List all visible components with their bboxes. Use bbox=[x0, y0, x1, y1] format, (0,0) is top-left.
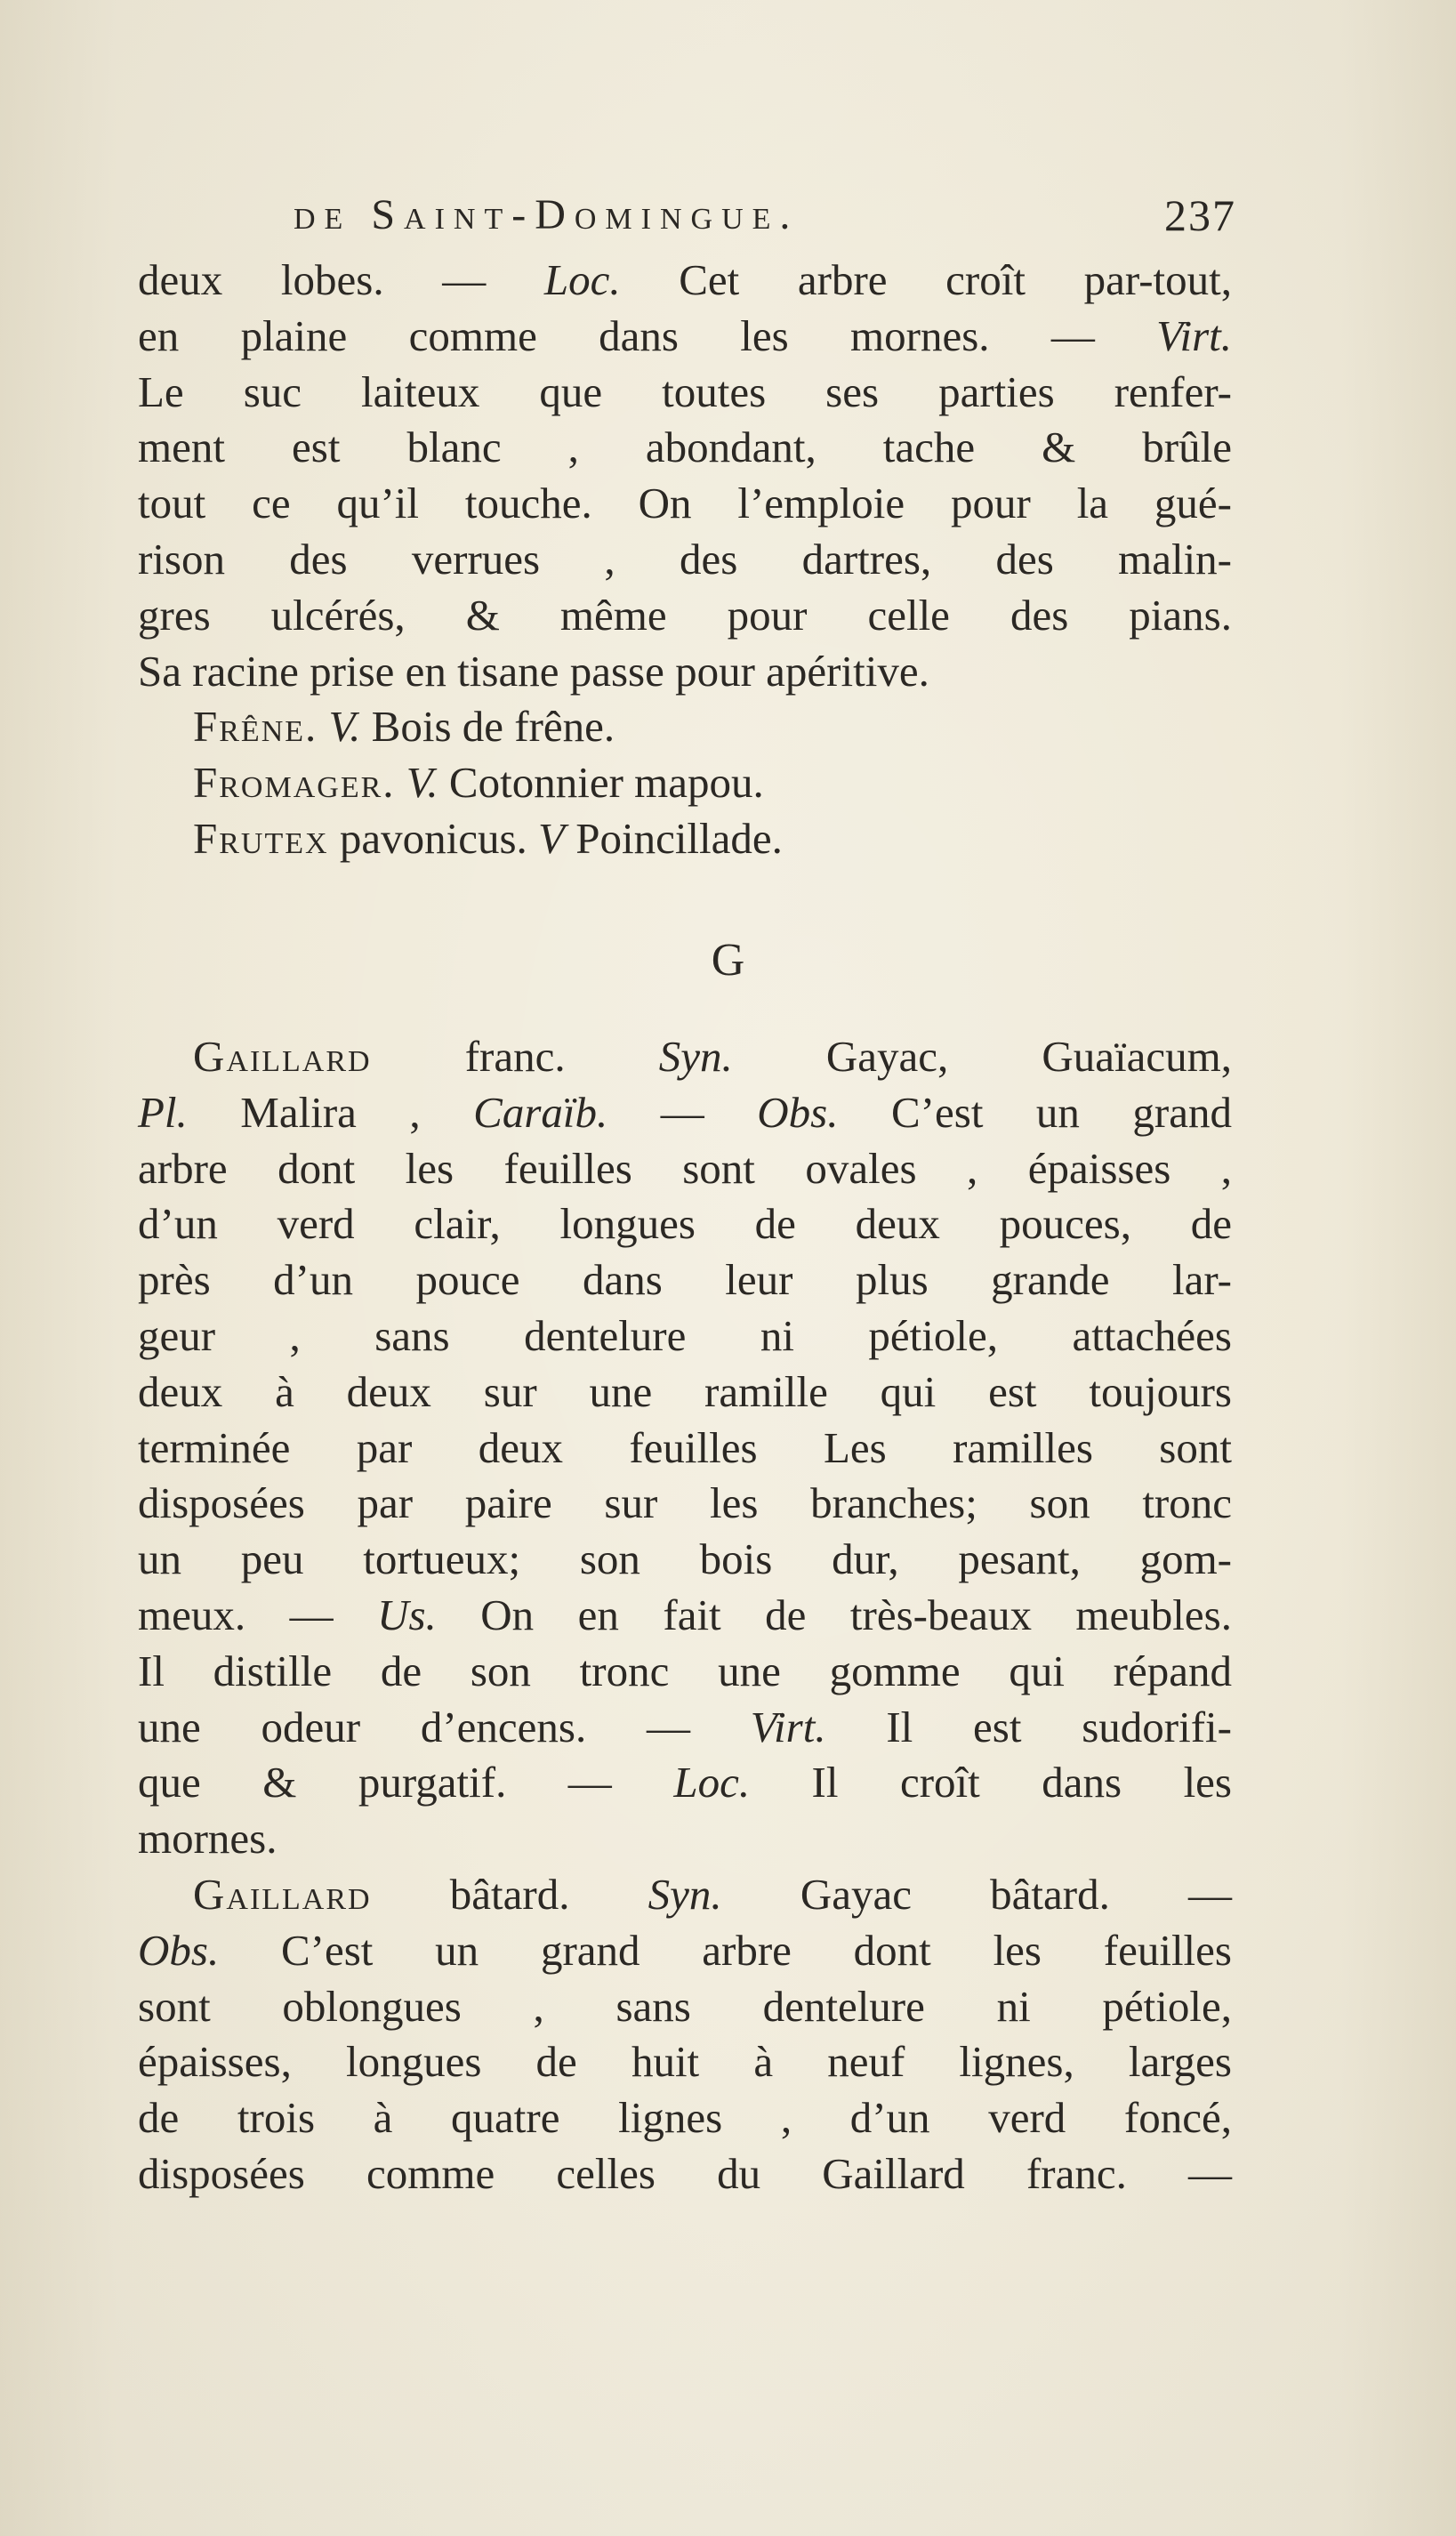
text-segment: bâtard. bbox=[371, 1869, 648, 1919]
text-segment: Sa racine prise en tisane passe pour apéritive. bbox=[138, 646, 929, 696]
text-line bbox=[138, 1421, 1232, 1477]
text-line bbox=[138, 1029, 1232, 1085]
text-segment: meux. — bbox=[138, 1590, 378, 1639]
text-line bbox=[138, 1476, 1232, 1532]
italic-abbreviation: Syn. bbox=[658, 1032, 733, 1081]
text-segment: deux lobes. — bbox=[138, 255, 544, 304]
entry-headword: Frêne. bbox=[193, 702, 318, 752]
text-line bbox=[138, 755, 1232, 811]
text-segment: Le suc laiteux que toutes ses parties renfer- bbox=[138, 366, 1232, 416]
text-segment bbox=[318, 702, 328, 751]
text-segment: Bois de frêne. bbox=[360, 702, 615, 752]
text-segment: C’est un grand arbre dont les feuilles bbox=[219, 1925, 1232, 1975]
text-segment: près d’un pouce dans leur plus grande lar- bbox=[138, 1255, 1232, 1305]
text-line bbox=[138, 1700, 1232, 1756]
italic-abbreviation: V. bbox=[406, 758, 438, 808]
text-segment: On en fait de très-beaux meubles. bbox=[436, 1590, 1232, 1639]
text-segment: arbre dont les feuilles sont ovales , épaisses , bbox=[138, 1143, 1232, 1193]
text-line bbox=[138, 365, 1232, 421]
text-line bbox=[138, 309, 1232, 365]
text-line bbox=[138, 420, 1232, 476]
text-segment: Poincillade. bbox=[564, 813, 783, 863]
text-line bbox=[138, 1867, 1232, 1923]
text-segment: disposées comme celles du Gaillard franc. — bbox=[138, 2148, 1232, 2198]
text-block-one bbox=[138, 253, 1232, 867]
text-segment: ment est blanc , abondant, tache & brûle bbox=[138, 423, 1232, 472]
entry-headword: Fromager. bbox=[193, 758, 396, 808]
text-segment: épaisses, longues de huit à neuf lignes, larges bbox=[138, 2037, 1232, 2087]
text-line bbox=[138, 1196, 1232, 1252]
text-line bbox=[138, 1979, 1232, 2035]
text-segment: sont oblongues , sans dentelure ni pétiole, bbox=[138, 1981, 1232, 2031]
italic-abbreviation: Obs. bbox=[757, 1087, 839, 1137]
text-line bbox=[138, 532, 1232, 588]
text-segment: que & purgatif. — bbox=[138, 1758, 674, 1807]
text-segment: terminée par deux feuilles Les ramilles sont bbox=[138, 1422, 1232, 1472]
text-line bbox=[138, 2090, 1232, 2146]
text-segment: geur , sans dentelure ni pétiole, attachées bbox=[138, 1310, 1232, 1360]
italic-abbreviation: Syn. bbox=[648, 1869, 722, 1919]
text-line bbox=[138, 1588, 1232, 1644]
text-line bbox=[138, 1755, 1232, 1811]
text-line bbox=[138, 1365, 1232, 1421]
italic-abbreviation: Caraïb. bbox=[473, 1087, 608, 1137]
text-line bbox=[138, 1811, 1232, 1867]
text-line bbox=[138, 1141, 1232, 1197]
section-letter-heading: G bbox=[711, 935, 745, 986]
text-line bbox=[138, 811, 1232, 867]
text-segment: Cet arbre croît par-tout, bbox=[620, 255, 1232, 304]
text-segment: pavonicus. bbox=[328, 813, 539, 863]
text-segment: un peu tortueux; son bois dur, pesant, gom- bbox=[138, 1534, 1232, 1584]
italic-abbreviation: Us. bbox=[377, 1590, 437, 1639]
text-line bbox=[138, 1644, 1232, 1700]
text-segment: en plaine comme dans les mornes. — bbox=[138, 310, 1157, 360]
text-segment: rison des verrues , des dartres, des malin- bbox=[138, 534, 1232, 584]
text-line bbox=[138, 1085, 1232, 1141]
text-segment: Il distille de son tronc une gomme qui répand bbox=[138, 1646, 1232, 1695]
text-segment: — bbox=[607, 1087, 758, 1137]
text-segment: Malira , bbox=[187, 1087, 474, 1137]
text-segment: d’un verd clair, longues de deux pouces, de bbox=[138, 1199, 1232, 1249]
text-line bbox=[138, 699, 1232, 755]
text-segment bbox=[396, 758, 406, 807]
text-line bbox=[138, 253, 1232, 309]
italic-abbreviation: Obs. bbox=[138, 1925, 220, 1975]
italic-abbreviation: Virt. bbox=[750, 1702, 826, 1751]
text-line bbox=[138, 1532, 1232, 1588]
text-segment: deux à deux sur une ramille qui est toujours bbox=[138, 1366, 1232, 1416]
italic-abbreviation: V bbox=[538, 813, 565, 863]
italic-abbreviation: V. bbox=[328, 702, 361, 752]
entry-headword: Frutex bbox=[193, 813, 329, 863]
text-line bbox=[138, 2034, 1232, 2090]
text-line bbox=[138, 588, 1232, 644]
text-line bbox=[138, 644, 1232, 700]
text-segment: Il est sudorifi- bbox=[825, 1702, 1232, 1751]
text-line bbox=[138, 2146, 1232, 2202]
text-segment: Il croît dans les bbox=[750, 1758, 1232, 1807]
running-head-title: de Saint-Domingue. bbox=[294, 191, 800, 238]
page-number: 237 bbox=[1164, 190, 1236, 240]
italic-abbreviation: Virt. bbox=[1156, 310, 1232, 360]
text-line bbox=[138, 1923, 1232, 1979]
text-segment: Gayac bâtard. — bbox=[721, 1869, 1232, 1919]
text-line bbox=[138, 476, 1232, 532]
text-line bbox=[138, 1308, 1232, 1365]
running-head bbox=[294, 187, 1236, 244]
text-segment: gres ulcérés, & même pour celle des pians. bbox=[138, 590, 1232, 640]
text-segment: C’est un grand bbox=[838, 1087, 1232, 1137]
italic-abbreviation: Loc. bbox=[543, 255, 621, 304]
entry-headword: Gaillard bbox=[193, 1032, 372, 1081]
text-segment: une odeur d’encens. — bbox=[138, 1702, 751, 1751]
text-segment: Gayac, Guaïacum, bbox=[732, 1032, 1232, 1081]
entry-headword: Gaillard bbox=[193, 1869, 372, 1919]
italic-abbreviation: Loc. bbox=[673, 1758, 751, 1807]
text-segment: tout ce qu’il touche. On l’emploie pour la gué- bbox=[138, 479, 1232, 528]
text-segment: de trois à quatre lignes , d’un verd foncé, bbox=[138, 2093, 1232, 2143]
text-line bbox=[138, 1252, 1232, 1308]
text-block-two bbox=[138, 1029, 1232, 2202]
text-segment: mornes. bbox=[138, 1814, 278, 1864]
text-segment: Cotonnier mapou. bbox=[438, 758, 764, 808]
text-segment: disposées par paire sur les branches; son tronc bbox=[138, 1478, 1232, 1528]
text-segment: franc. bbox=[371, 1032, 659, 1081]
italic-abbreviation: Pl. bbox=[138, 1087, 188, 1137]
